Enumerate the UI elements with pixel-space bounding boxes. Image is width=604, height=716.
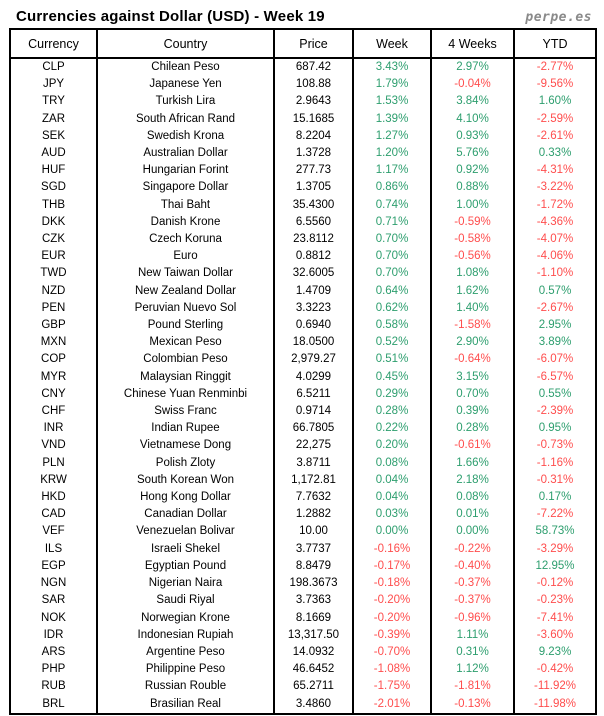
country-name: Philippine Peso [97,661,274,678]
country-name: Singapore Dollar [97,179,274,196]
week-change: 0.28% [353,403,431,420]
four-week-change: 1.08% [431,265,514,282]
four-week-change: 3.15% [431,369,514,386]
country-name: Hungarian Forint [97,162,274,179]
week-change: 0.22% [353,420,431,437]
ytd-change: 0.55% [514,386,596,403]
price-value: 35.4300 [274,197,353,214]
country-name: Israeli Shekel [97,541,274,558]
currency-code: SGD [10,179,97,196]
ytd-change: -4.06% [514,248,596,265]
ytd-change: 1.60% [514,93,596,110]
week-change: 1.27% [353,128,431,145]
currency-code: HUF [10,162,97,179]
table-row [10,678,596,695]
table-row [10,231,596,248]
four-week-change: 0.39% [431,403,514,420]
price-value: 15.1685 [274,111,353,128]
four-week-change: 5.76% [431,145,514,162]
currency-code: IDR [10,627,97,644]
country-name: Argentine Peso [97,644,274,661]
country-name: South Korean Won [97,472,274,489]
four-week-change: -1.58% [431,317,514,334]
table-row [10,575,596,592]
ytd-change: -11.92% [514,678,596,695]
currency-code: NZD [10,283,97,300]
week-change: -0.20% [353,592,431,609]
currency-code: RUB [10,678,97,695]
ytd-change: -2.61% [514,128,596,145]
country-name: Brasilian Real [97,696,274,714]
table-body [10,58,596,714]
currency-code: ILS [10,541,97,558]
four-week-change: 0.01% [431,506,514,523]
country-name: Turkish Lira [97,93,274,110]
week-change: -1.75% [353,678,431,695]
country-name: Hong Kong Dollar [97,489,274,506]
price-value: 3.3223 [274,300,353,317]
table-row [10,661,596,678]
table-row [10,558,596,575]
table-row [10,179,596,196]
week-change: 0.04% [353,472,431,489]
table-row [10,610,596,627]
table-row [10,145,596,162]
price-value: 1.3705 [274,179,353,196]
country-name: Canadian Dollar [97,506,274,523]
week-change: 0.64% [353,283,431,300]
price-value: 4.0299 [274,369,353,386]
ytd-change: -7.22% [514,506,596,523]
column-header-4weeks: 4 Weeks [431,29,514,58]
title-bar [0,0,604,28]
table-row [10,644,596,661]
currency-code: PLN [10,455,97,472]
price-value: 46.6452 [274,661,353,678]
four-week-change: -0.59% [431,214,514,231]
table-row [10,300,596,317]
table-header [10,29,596,58]
currency-code: INR [10,420,97,437]
four-week-change: 3.84% [431,93,514,110]
week-change: 0.52% [353,334,431,351]
currency-code: CAD [10,506,97,523]
currency-code: THB [10,197,97,214]
week-change: 0.86% [353,179,431,196]
table-row [10,489,596,506]
ytd-change: 9.23% [514,644,596,661]
ytd-change: -3.60% [514,627,596,644]
country-name: Czech Koruna [97,231,274,248]
week-change: 0.71% [353,214,431,231]
four-week-change: -0.37% [431,575,514,592]
week-change: 0.03% [353,506,431,523]
ytd-change: -4.36% [514,214,596,231]
week-change: -1.08% [353,661,431,678]
currency-code: VEF [10,523,97,540]
four-week-change: 0.28% [431,420,514,437]
country-name: New Taiwan Dollar [97,265,274,282]
price-value: 1.4709 [274,283,353,300]
price-value: 687.42 [274,58,353,76]
week-change: 1.39% [353,111,431,128]
week-change: 1.79% [353,76,431,93]
price-value: 10.00 [274,523,353,540]
week-change: 0.45% [353,369,431,386]
price-value: 2.9643 [274,93,353,110]
currency-code: CHF [10,403,97,420]
week-change: 1.53% [353,93,431,110]
price-value: 8.1669 [274,610,353,627]
price-value: 3.7737 [274,541,353,558]
four-week-change: -0.56% [431,248,514,265]
currency-code: EGP [10,558,97,575]
ytd-change: 0.33% [514,145,596,162]
currency-code: JPY [10,76,97,93]
table-row [10,627,596,644]
currency-code: CNY [10,386,97,403]
table-row [10,386,596,403]
ytd-change: -2.39% [514,403,596,420]
currency-code: MXN [10,334,97,351]
ytd-change: -2.67% [514,300,596,317]
week-change: 1.17% [353,162,431,179]
price-value: 14.0932 [274,644,353,661]
country-name: Peruvian Nuevo Sol [97,300,274,317]
page-title: Currencies against Dollar (USD) - Week 19 [16,8,325,25]
table-row [10,403,596,420]
price-value: 0.9714 [274,403,353,420]
week-change: -0.70% [353,644,431,661]
ytd-change: 2.95% [514,317,596,334]
ytd-change: 0.95% [514,420,596,437]
price-value: 32.6005 [274,265,353,282]
country-name: Egyptian Pound [97,558,274,575]
four-week-change: 1.12% [431,661,514,678]
ytd-change: -9.56% [514,76,596,93]
table-row [10,317,596,334]
week-change: 1.20% [353,145,431,162]
currency-code: TRY [10,93,97,110]
week-change: 0.58% [353,317,431,334]
week-change: 0.08% [353,455,431,472]
four-week-change: 2.97% [431,58,514,76]
week-change: 0.62% [353,300,431,317]
currency-code: ZAR [10,111,97,128]
ytd-change: 0.57% [514,283,596,300]
price-value: 6.5560 [274,214,353,231]
ytd-change: -0.31% [514,472,596,489]
price-value: 3.8711 [274,455,353,472]
ytd-change: -6.07% [514,351,596,368]
week-change: 0.51% [353,351,431,368]
table-row [10,455,596,472]
currency-code: PHP [10,661,97,678]
currency-code: ARS [10,644,97,661]
four-week-change: 0.93% [431,128,514,145]
table-row [10,592,596,609]
table-row [10,93,596,110]
ytd-change: -1.16% [514,455,596,472]
country-name: Thai Baht [97,197,274,214]
currency-code: SEK [10,128,97,145]
ytd-change: -1.10% [514,265,596,282]
country-name: Chilean Peso [97,58,274,76]
column-header-price: Price [274,29,353,58]
four-week-change: 1.40% [431,300,514,317]
price-value: 23.8112 [274,231,353,248]
table-row [10,523,596,540]
week-change: 0.70% [353,265,431,282]
table-row [10,506,596,523]
four-week-change: -1.81% [431,678,514,695]
week-change: -0.17% [353,558,431,575]
country-name: Chinese Yuan Renminbi [97,386,274,403]
country-name: Russian Rouble [97,678,274,695]
table-row [10,369,596,386]
currency-code: GBP [10,317,97,334]
four-week-change: -0.22% [431,541,514,558]
price-value: 22,275 [274,437,353,454]
country-name: Nigerian Naira [97,575,274,592]
column-header-week: Week [353,29,431,58]
ytd-change: 58.73% [514,523,596,540]
currency-code: NOK [10,610,97,627]
price-value: 198.3673 [274,575,353,592]
table-row [10,162,596,179]
table-row [10,472,596,489]
country-name: Saudi Riyal [97,592,274,609]
four-week-change: 2.18% [431,472,514,489]
country-name: Indonesian Rupiah [97,627,274,644]
currency-code: AUD [10,145,97,162]
table-row [10,420,596,437]
currency-code: COP [10,351,97,368]
ytd-change: -6.57% [514,369,596,386]
price-value: 8.2204 [274,128,353,145]
currency-code: EUR [10,248,97,265]
currency-code: SAR [10,592,97,609]
four-week-change: 1.00% [431,197,514,214]
week-change: 0.74% [353,197,431,214]
price-value: 18.0500 [274,334,353,351]
four-week-change: -0.37% [431,592,514,609]
table-row [10,76,596,93]
country-name: Malaysian Ringgit [97,369,274,386]
price-value: 13,317.50 [274,627,353,644]
country-name: Vietnamese Dong [97,437,274,454]
ytd-change: -3.29% [514,541,596,558]
country-name: Mexican Peso [97,334,274,351]
week-change: -0.39% [353,627,431,644]
currency-code: CLP [10,58,97,76]
four-week-change: 0.00% [431,523,514,540]
table-row [10,334,596,351]
price-value: 2,979.27 [274,351,353,368]
week-change: 0.00% [353,523,431,540]
ytd-change: 12.95% [514,558,596,575]
country-name: Australian Dollar [97,145,274,162]
price-value: 3.7363 [274,592,353,609]
country-name: Norwegian Krone [97,610,274,627]
table-row [10,541,596,558]
four-week-change: -0.64% [431,351,514,368]
currency-code: NGN [10,575,97,592]
table-row [10,351,596,368]
currency-code: CZK [10,231,97,248]
country-name: Japanese Yen [97,76,274,93]
ytd-change: -0.42% [514,661,596,678]
table-row [10,265,596,282]
ytd-change: 3.89% [514,334,596,351]
column-header-country: Country [97,29,274,58]
country-name: Swiss Franc [97,403,274,420]
column-header-ytd: YTD [514,29,596,58]
ytd-change: -2.77% [514,58,596,76]
table-row [10,58,596,76]
price-value: 7.7632 [274,489,353,506]
price-value: 277.73 [274,162,353,179]
four-week-change: -0.96% [431,610,514,627]
four-week-change: 0.92% [431,162,514,179]
four-week-change: 2.90% [431,334,514,351]
country-name: Euro [97,248,274,265]
country-name: South African Rand [97,111,274,128]
table-row [10,111,596,128]
currency-code: BRL [10,696,97,714]
four-week-change: 0.88% [431,179,514,196]
week-change: 0.04% [353,489,431,506]
week-change: 0.29% [353,386,431,403]
four-week-change: -0.13% [431,696,514,714]
ytd-change: -1.72% [514,197,596,214]
price-value: 1.3728 [274,145,353,162]
ytd-change: -4.31% [514,162,596,179]
currencies-table [9,28,597,715]
price-value: 66.7805 [274,420,353,437]
four-week-change: -0.61% [431,437,514,454]
currency-code: HKD [10,489,97,506]
brand-watermark: perpe.es [525,10,592,25]
country-name: Venezuelan Bolivar [97,523,274,540]
week-change: -2.01% [353,696,431,714]
country-name: Pound Sterling [97,317,274,334]
week-change: -0.20% [353,610,431,627]
header-row [10,29,596,58]
currency-code: VND [10,437,97,454]
currency-code: MYR [10,369,97,386]
week-change: -0.16% [353,541,431,558]
week-change: 3.43% [353,58,431,76]
ytd-change: -0.23% [514,592,596,609]
currency-code: KRW [10,472,97,489]
country-name: Indian Rupee [97,420,274,437]
table-row [10,437,596,454]
four-week-change: -0.58% [431,231,514,248]
week-change: 0.20% [353,437,431,454]
table-row [10,696,596,714]
price-value: 3.4860 [274,696,353,714]
country-name: New Zealand Dollar [97,283,274,300]
four-week-change: 1.62% [431,283,514,300]
price-value: 1.2882 [274,506,353,523]
country-name: Colombian Peso [97,351,274,368]
week-change: 0.70% [353,248,431,265]
currency-code: DKK [10,214,97,231]
currency-code: PEN [10,300,97,317]
currency-code: TWD [10,265,97,282]
week-change: 0.70% [353,231,431,248]
table-row [10,248,596,265]
four-week-change: 0.08% [431,489,514,506]
column-header-currency: Currency [10,29,97,58]
price-value: 0.6940 [274,317,353,334]
country-name: Polish Zloty [97,455,274,472]
four-week-change: 1.11% [431,627,514,644]
four-week-change: 0.31% [431,644,514,661]
price-value: 8.8479 [274,558,353,575]
ytd-change: -4.07% [514,231,596,248]
four-week-change: -0.04% [431,76,514,93]
table-row [10,128,596,145]
four-week-change: 4.10% [431,111,514,128]
price-value: 1,172.81 [274,472,353,489]
ytd-change: -7.41% [514,610,596,627]
ytd-change: -11.98% [514,696,596,714]
price-value: 0.8812 [274,248,353,265]
table-row [10,283,596,300]
four-week-change: 1.66% [431,455,514,472]
price-value: 6.5211 [274,386,353,403]
table-row [10,214,596,231]
four-week-change: 0.70% [431,386,514,403]
ytd-change: -0.12% [514,575,596,592]
four-week-change: -0.40% [431,558,514,575]
table-row [10,197,596,214]
ytd-change: -0.73% [514,437,596,454]
week-change: -0.18% [353,575,431,592]
ytd-change: -2.59% [514,111,596,128]
country-name: Swedish Krona [97,128,274,145]
ytd-change: -3.22% [514,179,596,196]
country-name: Danish Krone [97,214,274,231]
price-value: 65.2711 [274,678,353,695]
ytd-change: 0.17% [514,489,596,506]
price-value: 108.88 [274,76,353,93]
